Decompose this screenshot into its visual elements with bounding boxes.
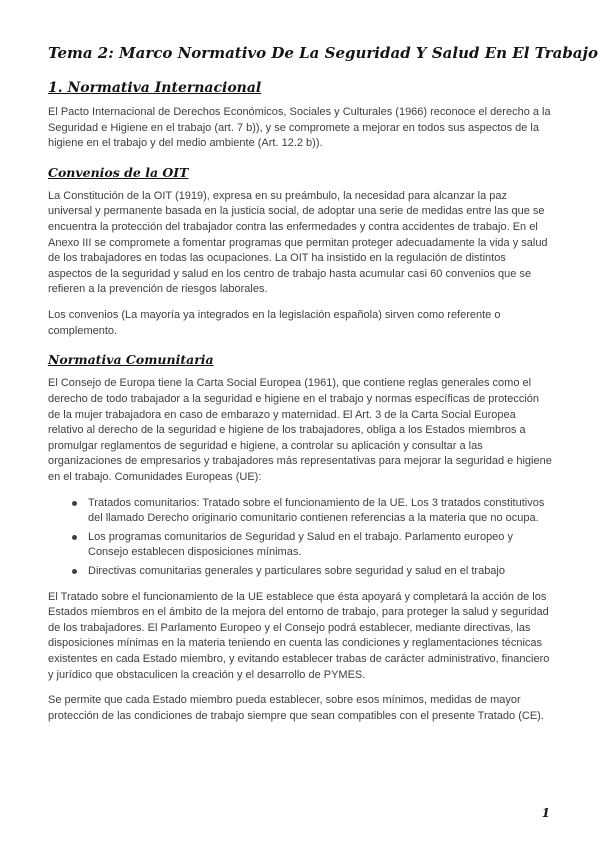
paragraph-convenios-referente: Los convenios (La mayoría ya integrados en la legislación española) sirven como referente o complemento. xyxy=(48,309,501,337)
list-item-text: Tratados comunitarios: Tratado sobre el funcionamiento de la UE. Los 3 tratados constitutivos del llamado Derecho originario comunitario contienen referencias a la materia que no ocupa. xyxy=(88,496,545,525)
bullet-list xyxy=(48,496,552,580)
bullet-icon xyxy=(72,535,77,540)
paragraph-constitucion-oit: La Constitución de la OIT (1919), expresa en su preámbulo, la necesidad para alcanzar la paz universal y permanente basada en la justicia social, de adoptar una serie de medidas entre las que se encuentra la protección del trabajador contra las enfermedades y contra accidentes de trabajo. En el Anexo III se compromete a fomentar programas que permitan proteger adecuadamente la vida y salud de los trabajadores en todas las ocupaciones. La OIT ha insistido en la regulación de distintos aspectos de la seguridad y salud en los centro de trabajo hasta acumular casi 60 convenios que se refieren a la prevención de riesgos laborales. xyxy=(48,189,548,296)
list-item xyxy=(72,564,552,580)
subsection-heading-convenios-oit: Convenios de la OIT xyxy=(48,164,189,180)
list-item xyxy=(72,496,552,527)
page-number: 1 xyxy=(541,806,550,820)
document-title: Tema 2: Marco Normativo De La Seguridad Y Salud En El Trabajo xyxy=(48,44,598,62)
paragraph-tratado-funcionamiento-ue: El Tratado sobre el funcionamiento de la UE establece que ésta apoyará y completará la acción de los Estados miembros en el ámbito de la mejora del entorno de trabajo, para proteger la salud y seguridad de los trabajadores. El Parlamento Europeo y el Consejo podrá establecer, mediante directivas, las disposiciones mínimas en la materia teniendo en cuenta las condiciones y reglamentaciones técnicas existentes en cada Estado miembro, y evitando establecer trabas de carácter administrativo, financiero y jurídico que obstaculicen la creación y el desarrollo de PYMES. xyxy=(48,590,550,681)
list-item-text: Los programas comunitarios de Seguridad y Salud en el trabajo. Parlamento europeo y Consejo establecen disposiciones mínimas. xyxy=(88,530,513,559)
bullet-icon xyxy=(72,569,77,574)
paragraph-pacto-internacional: El Pacto Internacional de Derechos Económicos, Sociales y Culturales (1966) reconoce el derecho a la Seguridad e Higiene en el trabajo (art. 7 b)), y se compromete a mejorar en todos sus aspectos de la higiene en el trabajo y del medio ambiente (Art. 12.2 b)). xyxy=(48,106,551,150)
paragraph-consejo-europa: El Consejo de Europa tiene la Carta Social Europea (1961), que contiene reglas generales como el derecho de todo trabajador a la seguridad e higiene en el trabajo y normas específicas de protección de la mujer trabajadora en caso de embarazo y maternidad. El Art. 3 de la Carta Social Europea relativo al derecho de la seguridad e higiene de los trabajadores, obliga a los Estados miembros a promulgar reglamentos de seguridad e higiene, a controlar su aplicación y consultar a las organizaciones de empresarios y trabajadores más representativas para mejorar la seguridad e higiene en el trabajo. Comunidades Europeas (UE): xyxy=(48,377,552,483)
list-item xyxy=(72,530,552,561)
paragraph-estado-miembro-minimos: Se permite que cada Estado miembro pueda establecer, sobre esos mínimos, medidas de mayor protección de las condiciones de trabajo siempre que sean compatibles con el presente Tratado (CE). xyxy=(48,694,544,722)
subsection-heading-normativa-comunitaria: Normativa Comunitaria xyxy=(48,352,214,368)
section-heading-normativa-internacional: 1. Normativa Internacional xyxy=(48,80,262,96)
list-item-text: Directivas comunitarias generales y particulares sobre seguridad y salud en el trabajo xyxy=(88,565,505,578)
bullet-icon xyxy=(72,501,77,506)
